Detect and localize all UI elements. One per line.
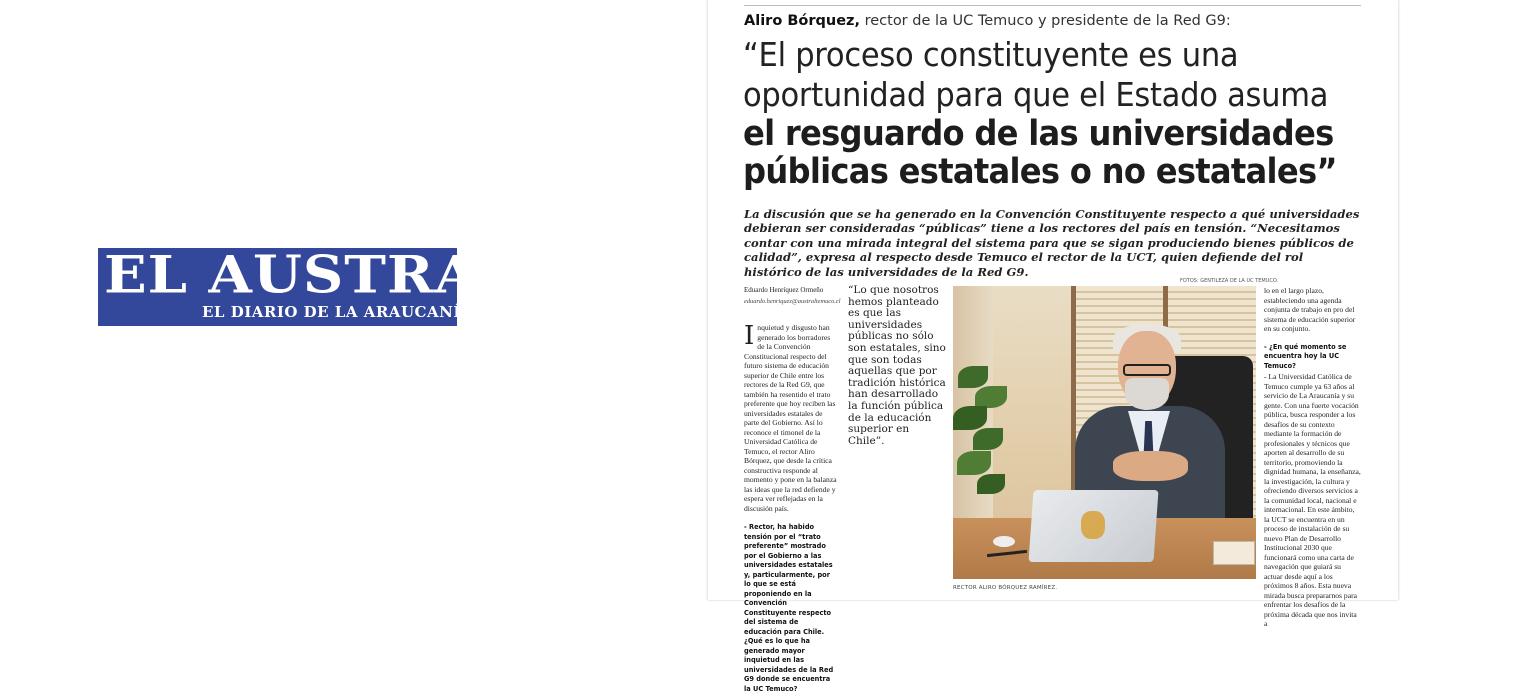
body-text-2: lo en el largo plazo, estableciendo una agenda conjunta de trabajo en pro del sistema de educación superior en su conjunto. <box>1264 286 1356 333</box>
author-name: Eduardo Henríquez Ormeño <box>744 286 824 294</box>
headline-line-1: “El proceso constituyente es una <box>743 36 1239 74</box>
rector-photo <box>953 286 1256 579</box>
top-rule <box>744 5 1361 6</box>
column-3 <box>1264 286 1361 629</box>
headline-line-4: públicas estatales o no estatales” <box>743 152 1337 192</box>
glasses <box>1123 364 1171 376</box>
kicker <box>744 13 1231 29</box>
author-email: eduardo.henriquez@australtemuco.cl <box>744 297 841 305</box>
logo-subtitle: EL DIARIO DE LA ARAUCANÍA <box>202 303 473 321</box>
headline-line-2: oportunidad para que el Estado asuma <box>743 76 1329 114</box>
plant <box>953 356 1013 506</box>
headline-line-3: el resguardo de las universidades <box>743 114 1334 154</box>
column-1 <box>744 286 841 694</box>
uct-logo-icon <box>1081 511 1105 539</box>
book <box>1213 541 1255 565</box>
kicker-role: rector de la UC Temuco y presidente de la Red G9: <box>859 13 1231 29</box>
hands <box>1113 451 1188 481</box>
interview-question-1: - Rector, ha habido tensión por el “trato preferente” mostrado por el Gobierno a las universidades estatales y, particularmente, por lo que se está proponiendo en la Convención Constituyente respecto del sistema de educación para Chile. ¿Qué es lo que ha generado mayor inquietud en las universidades de la Red G9 donde se encuentra la UC Temuco? <box>744 523 834 693</box>
newspaper-page <box>708 0 1398 693</box>
body-paragraph-1 <box>744 323 838 513</box>
kicker-name: Aliro Bórquez, <box>744 13 860 29</box>
logo-title: EL AUSTRAL <box>104 244 520 306</box>
interview-question-2: - ¿En qué momento se encuentra hoy la UC Temuco? <box>1264 342 1347 370</box>
pull-quote: “Lo que nosotros hemos planteado es que las universidades públicas no sólo son estatales, sino que son todas aquellas que por tradición histórica han desarrollado la función pública de la educación superior en Chile”. <box>848 284 946 447</box>
drop-cap: I <box>744 321 755 351</box>
headline <box>743 35 1383 191</box>
lead-paragraph: La discusión que se ha generado en la Convención Constituyente respecto a qué universidades debieran ser consideradas “públicas” tiene a los rectores del país en tensión. “Necesitamos contar con una mirada integral del sistema para que se sigan produciendo bienes públicos de calidad”, expresa al respecto desde Temuco el rector de la UCT, quien defiende del rol histórico de las universidades de la Red G9. <box>744 207 1360 279</box>
beard <box>1125 378 1169 410</box>
photo-credit: FOTOS: GENTILEZA DE LA UC TEMUCO. <box>1180 278 1279 284</box>
photo-caption: RECTOR ALIRO BÓRQUEZ RAMÍREZ. <box>953 585 1058 591</box>
newspaper-logo <box>98 244 520 326</box>
body-text-3: - La Universidad Católica de Temuco cumple ya 63 años al servicio de La Araucanía y su gente. Con una fuerte vocación pública, busca responder a los desafíos de su contexto mediante la formación de profesionales y técnicos que aporten al desarrollo de su territorio, promoviendo la dignidad humana, la enseñanza, la investigación, la cultura y ofreciendo diversos servicios a la comunidad local, nacional e internacional. En este ámbito, la UCT se encuentra en un proceso de instalación de su nuevo Plan de Desarrollo Institucional 2030 que funcionará como una carta de navegación que guiará su actuar desde aquí a los próximos 8 años. Esta nueva mirada busca prepararnos para enfrentar los desafíos de la próxima década que nos invita a <box>1264 372 1361 628</box>
body-text-1: nquietud y disgusto han generado los borradores de la Convención Constitucional respecto del futuro sistema de educación superior de Chile entre los rectores de la Red G9, que también ha resentido el trato preferente que hoy reciben las universidades estatales de parte del Gobierno. Así lo reconoce el timonel de la Universidad Católica de Temuco, el rector Aliro Bórquez, que desde la crítica constructiva responde al momento y pone en la balanza las ideas que la red defiende y espera ver reflejadas en la discusión país. <box>744 323 837 513</box>
mouse <box>993 536 1015 547</box>
